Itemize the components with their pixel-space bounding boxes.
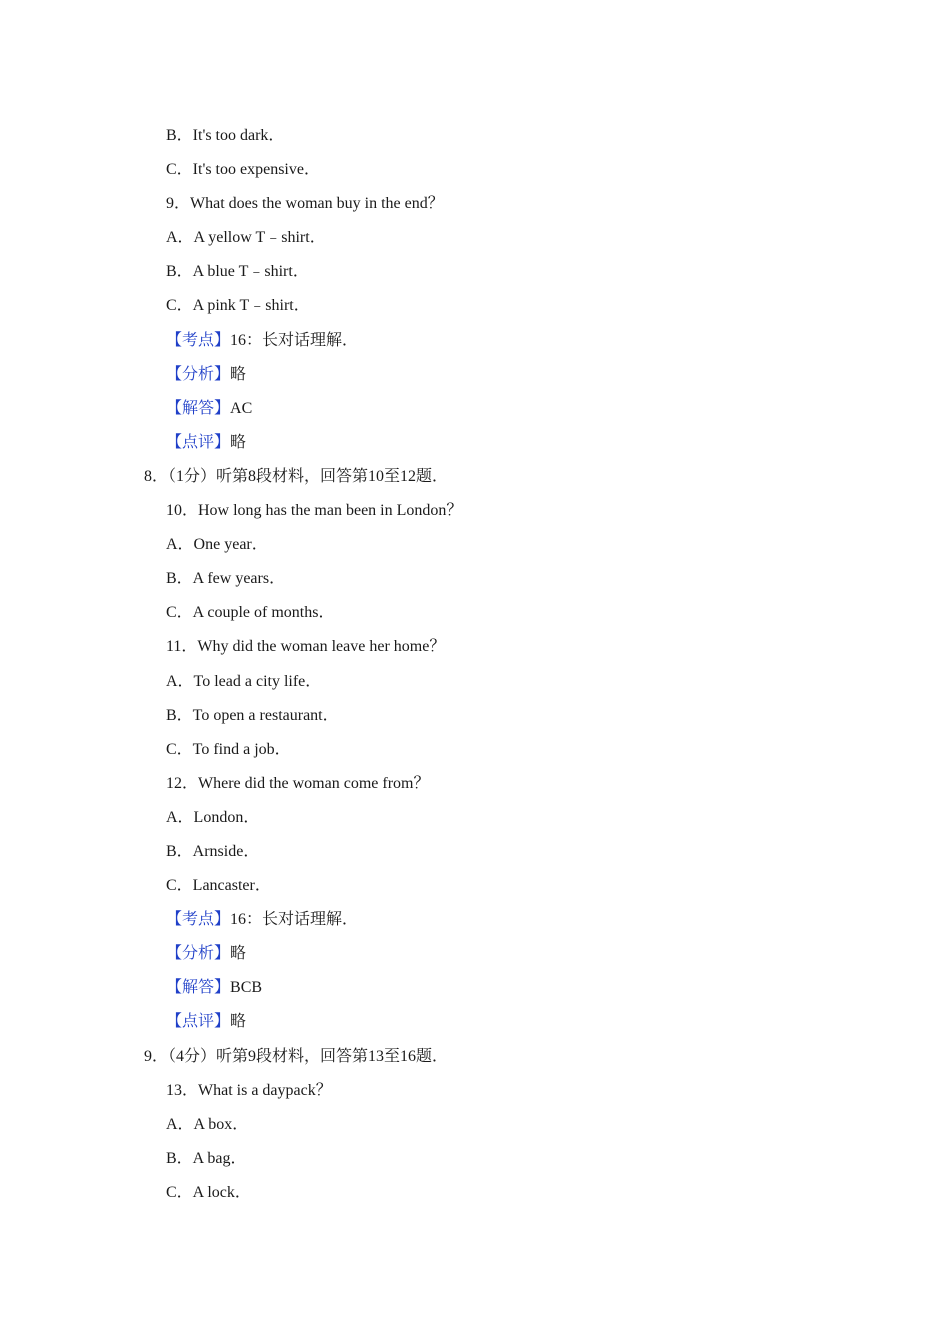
section-tag: 【点评】 [166, 1013, 231, 1031]
question-line: 13．What is a daypack？ [166, 1081, 332, 1099]
document-body [0, 119, 950, 1210]
question-line: C．A couple of months． [166, 604, 335, 622]
section-content: 16：长对话理解． [230, 911, 359, 929]
section-content: 略 [230, 1013, 247, 1031]
section-content: 略 [230, 945, 247, 963]
question-line: 11．Why did the woman leave her home？ [166, 638, 446, 656]
question-line: B．A blue T﹣shirt． [166, 263, 309, 281]
question-line: B．It's too dark． [166, 127, 285, 144]
answer-section-line [0, 971, 950, 1005]
question-line: A．London． [166, 808, 260, 826]
question-line: 12．Where did the woman come from？ [166, 774, 430, 792]
section-tag: 【分析】 [166, 365, 231, 383]
question-line: C．Lancaster． [166, 877, 271, 895]
question-line: C．To find a job． [166, 740, 291, 758]
answer-section-line [0, 358, 950, 392]
question-line: B．A few years． [166, 570, 286, 588]
question-line: A．A yellow T﹣shirt． [166, 229, 326, 247]
section-tag: 【点评】 [166, 433, 231, 451]
section-tag: 【解答】 [166, 979, 231, 997]
section-content: 略 [230, 365, 247, 383]
section-tag: 【解答】 [166, 399, 231, 417]
question-line: 10．How long has the man been in London？ [166, 502, 463, 520]
question-line: B．Arnside． [166, 842, 260, 860]
section-content: 略 [230, 433, 247, 451]
section-tag: 【考点】 [166, 331, 231, 349]
question-line: B．A bag． [166, 1149, 247, 1167]
section-tag: 【考点】 [166, 911, 231, 929]
question-line: A．To lead a city life． [166, 672, 322, 690]
section-content: 16：长对话理解． [230, 331, 359, 349]
answer-section-line [0, 426, 950, 460]
section-tag: 【分析】 [166, 945, 231, 963]
answer-section-line [0, 1005, 950, 1039]
section-content: BCB [230, 979, 263, 997]
question-line: A．One year． [166, 536, 268, 554]
question-heading: 8．（1分）听第8段材料，回答第10至12题． [144, 467, 449, 485]
section-content: AC [230, 399, 253, 417]
question-line: C．A lock． [166, 1183, 251, 1201]
answer-section-line [0, 937, 950, 971]
question-line: C．It's too expensive． [166, 161, 320, 179]
answer-section-line [0, 324, 950, 358]
answer-section-line [0, 392, 950, 426]
question-line: 9．What does the woman buy in the end？ [166, 195, 444, 213]
question-line: C．A pink T﹣shirt． [166, 297, 310, 315]
question-line: B．To open a restaurant． [166, 706, 339, 724]
answer-section-line [0, 903, 950, 937]
question-heading: 9．（4分）听第9段材料，回答第13至16题． [144, 1047, 449, 1065]
question-line: A．A box． [166, 1115, 249, 1133]
